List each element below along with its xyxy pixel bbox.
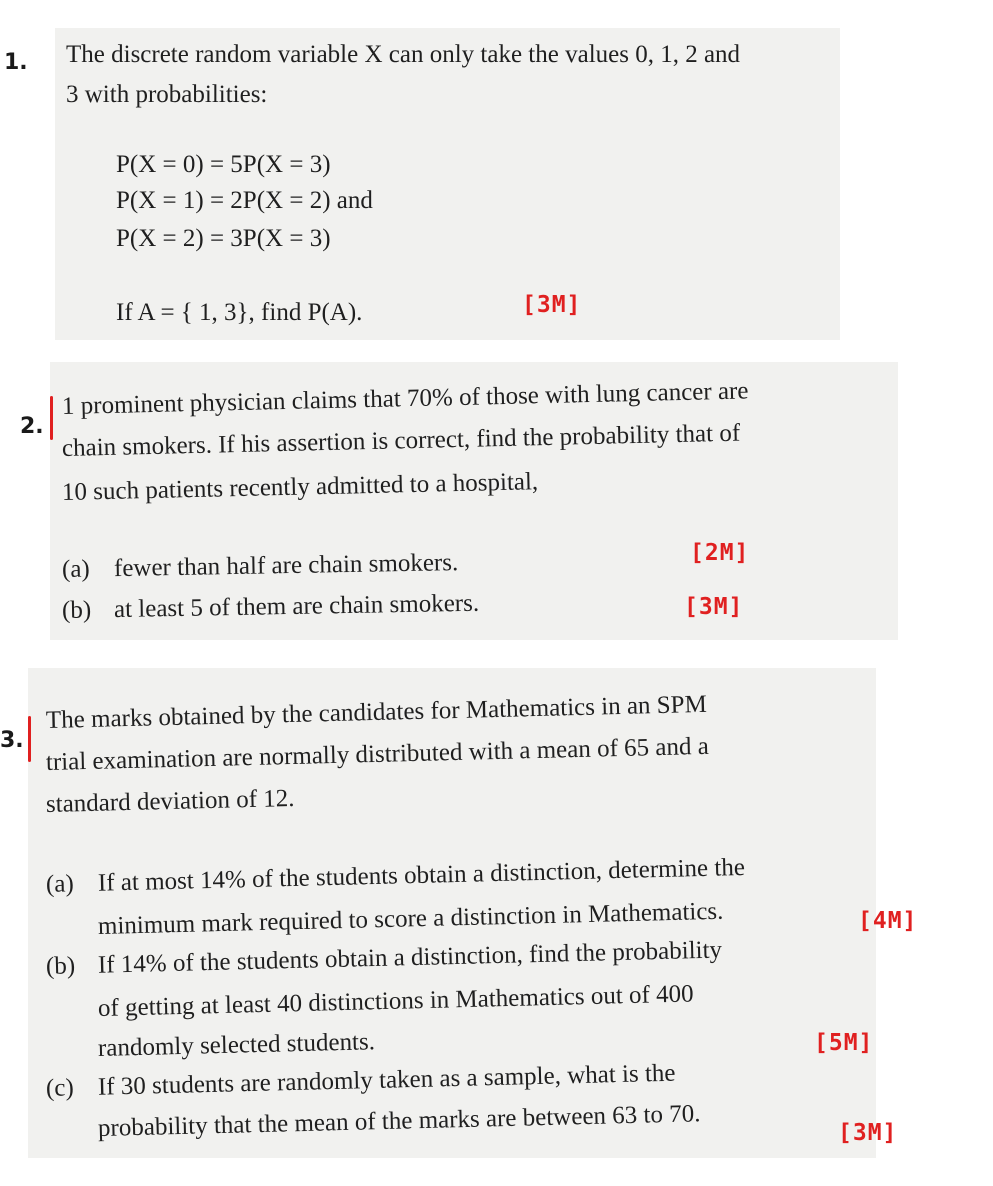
question-3-number: 3. <box>0 728 24 753</box>
q3-red-marker <box>28 716 31 762</box>
q2-part-a-marks: [2M] <box>690 540 750 566</box>
q1-equation-3: P(X = 2) = 3P(X = 3) <box>116 225 331 252</box>
q2-part-b-text: at least 5 of them are chain smokers. <box>113 589 480 624</box>
q3-part-a-line-2: minimum mark required to score a distinction in Mathematics. <box>97 897 724 940</box>
q3-part-b-line-2: of getting at least 40 distinctions in Mathematics out of 400 <box>97 980 694 1022</box>
q2-part-a-text: fewer than half are chain smokers. <box>113 549 459 583</box>
question-1-panel <box>55 28 840 340</box>
q3-line-2: trial examination are normally distributed with a mean of 65 and a <box>45 732 710 776</box>
q1-find-statement: If A = { 1, 3}, find P(A). <box>116 299 363 326</box>
q3-part-c-label: (c) <box>45 1074 75 1102</box>
q3-part-a-marks: [4M] <box>858 908 918 934</box>
q2-part-b-label: (b) <box>61 596 92 624</box>
q3-part-c-text-1: If 30 students are randomly taken as a sample, what is the <box>97 1059 676 1101</box>
q2-part-b-marks: [3M] <box>684 594 744 620</box>
q3-part-b-label: (b) <box>45 952 76 980</box>
q1-intro-line-2: 3 with probabilities: <box>66 81 268 108</box>
question-2-number: 2. <box>20 414 44 439</box>
q1-equation-1: P(X = 0) = 5P(X = 3) <box>116 151 331 178</box>
q3-part-b-text-1: If 14% of the students obtain a distinction, find the probability <box>97 936 723 979</box>
q3-part-a-label: (a) <box>45 870 75 898</box>
q1-marks: [3M] <box>522 292 582 318</box>
question-1-number: 1. <box>4 50 28 75</box>
q2-red-marker <box>50 396 53 440</box>
q3-line-1: The marks obtained by the candidates for Mathematics in an SPM <box>45 690 708 734</box>
q3-part-a-text-1: If at most 14% of the students obtain a distinction, determine the <box>97 853 746 897</box>
q3-part-b-line-3: randomly selected students. <box>97 1028 376 1062</box>
q3-part-c-line-2: probability that the mean of the marks are between 63 to 70. <box>97 1100 701 1142</box>
q2-line-2: chain smokers. If his assertion is correct, find the probability that of <box>61 419 741 462</box>
q1-equation-2: P(X = 1) = 2P(X = 2) and <box>116 187 373 214</box>
q3-part-b-marks: [5M] <box>814 1030 874 1056</box>
q2-line-3: 10 such patients recently admitted to a hospital, <box>61 468 539 506</box>
q1-intro-line-1: The discrete random variable X can only take the values 0, 1, 2 and <box>66 41 741 68</box>
q3-part-c-marks: [3M] <box>838 1120 898 1146</box>
q2-line-1: 1 prominent physician claims that 70% of those with lung cancer are <box>61 377 749 420</box>
q3-line-3: standard deviation of 12. <box>45 784 295 818</box>
q2-part-a-label: (a) <box>61 555 90 583</box>
